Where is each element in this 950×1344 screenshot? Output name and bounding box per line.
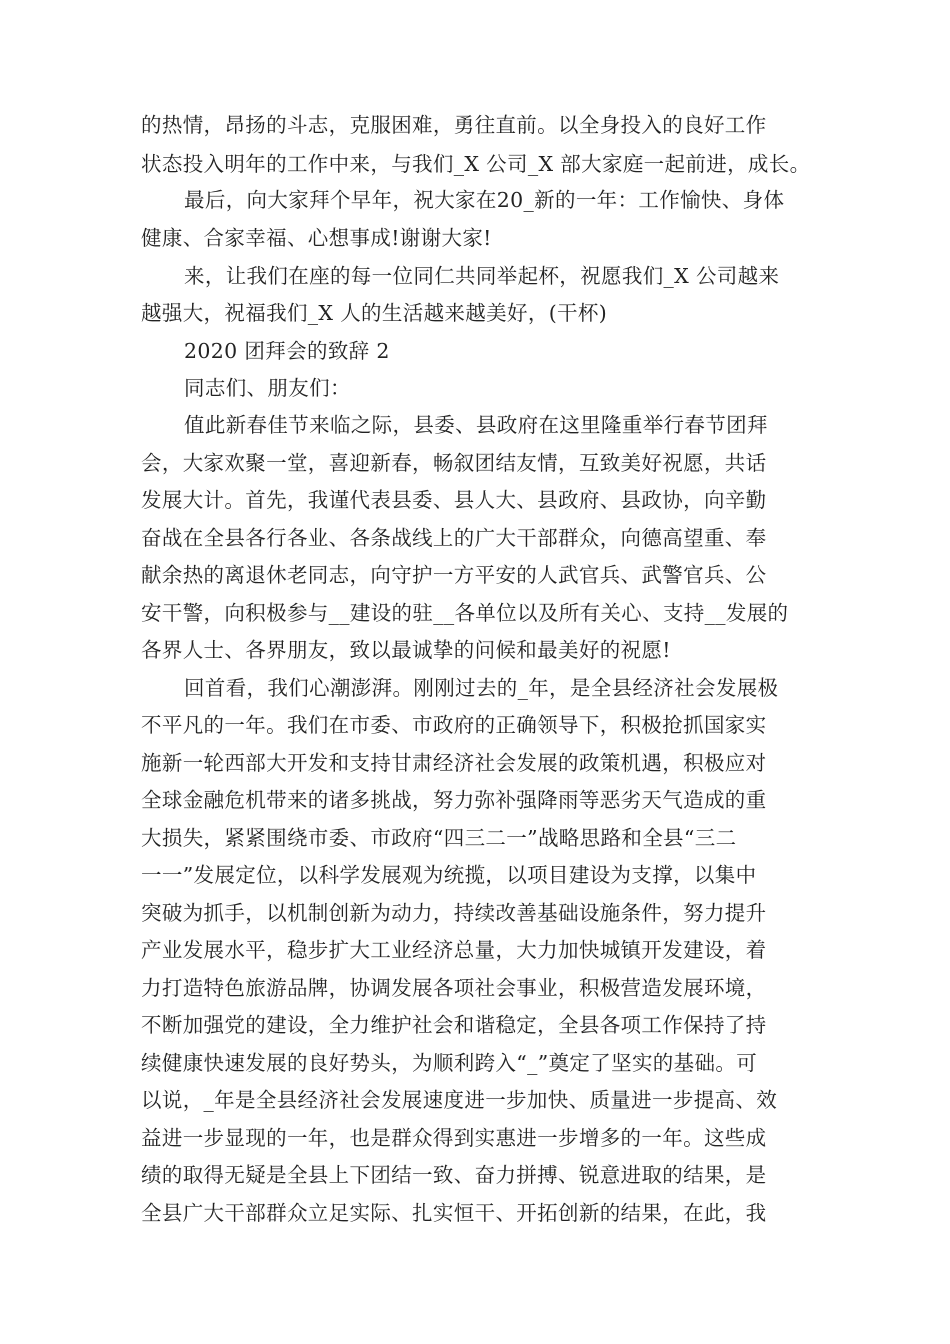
text-line: 施新一轮西部大开发和支持甘肃经济社会发展的政策机遇，积极应对: [141, 751, 767, 775]
text-line: 奋战在全县各行各业、各条战线上的广大干部群众，向德高望重、奉: [141, 526, 767, 550]
text-line: 突破为抓手，以机制创新为动力，持续改善基础设施条件，努力提升: [141, 901, 767, 925]
text-line: 健康、合家幸福、心想事成!谢谢大家!: [141, 226, 492, 250]
text-line: 各界人士、各界朋友，致以最诚挚的问候和最美好的祝愿!: [141, 638, 671, 662]
text-line: 一一”发展定位，以科学发展观为统揽，以项目建设为支撑，以集中: [141, 863, 757, 887]
text-line: 安干警，向积极参与__建设的驻__各单位以及所有关心、支持__发展的: [141, 601, 789, 625]
text-line: 最后，向大家拜个早年，祝大家在20_新的一年：工作愉快、身体: [184, 188, 785, 212]
text-line: 的热情，昂扬的斗志，克服困难，勇往直前。以全身投入的良好工作: [141, 113, 767, 137]
text-line: 会，大家欢聚一堂，喜迎新春，畅叙团结友情，互致美好祝愿，共话: [141, 451, 767, 475]
text-line: 产业发展水平，稳步扩大工业经济总量，大力加快城镇开发建设，着: [141, 938, 767, 962]
text-line: 状态投入明年的工作中来，与我们_X 公司_X 部大家庭一起前进，成长。: [141, 152, 811, 176]
text-line: 值此新春佳节来临之际，县委、县政府在这里隆重举行春节团拜: [184, 413, 768, 437]
text-line: 力打造特色旅游品牌，协调发展各项社会事业，积极营造发展环境，: [141, 976, 767, 1000]
text-line: 全球金融危机带来的诸多挑战，努力弥补强降雨等恶劣天气造成的重: [141, 788, 767, 812]
salutation: 同志们、朋友们：: [184, 376, 351, 400]
text-line: 发展大计。首先，我谨代表县委、县人大、县政府、县政协，向辛勤: [141, 488, 767, 512]
text-line: 不平凡的一年。我们在市委、市政府的正确领导下，积极抢抓国家实: [141, 713, 767, 737]
text-line: 来，让我们在座的每一位同仁共同举起杯，祝愿我们_X 公司越来: [184, 264, 780, 288]
text-line: 献余热的离退休老同志，向守护一方平安的人武官兵、武警官兵、公: [141, 563, 767, 587]
section-heading: 2020 团拜会的致辞 2: [184, 339, 390, 363]
text-line: 越强大，祝福我们_X 人的生活越来越美好，(干杯): [141, 301, 608, 325]
text-line: 以说，_年是全县经济社会发展速度进一步加快、质量进一步提高、效: [141, 1088, 778, 1112]
text-line: 全县广大干部群众立足实际、扎实恒干、开拓创新的结果，在此，我: [141, 1201, 767, 1225]
text-line: 绩的取得无疑是全县上下团结一致、奋力拼搏、锐意进取的结果，是: [141, 1163, 767, 1187]
text-line: 续健康快速发展的良好势头，为顺利跨入“_”奠定了坚实的基础。可: [141, 1051, 758, 1075]
text-line: 益进一步显现的一年，也是群众得到实惠进一步增多的一年。这些成: [141, 1126, 767, 1150]
text-line: 不断加强党的建设，全力维护社会和谐稳定，全县各项工作保持了持: [141, 1013, 767, 1037]
text-line: 大损失，紧紧围绕市委、市政府“四三二一”战略思路和全县“三二: [141, 826, 737, 850]
text-line: 回首看，我们心潮澎湃。刚刚过去的_年，是全县经济社会发展极: [184, 676, 779, 700]
